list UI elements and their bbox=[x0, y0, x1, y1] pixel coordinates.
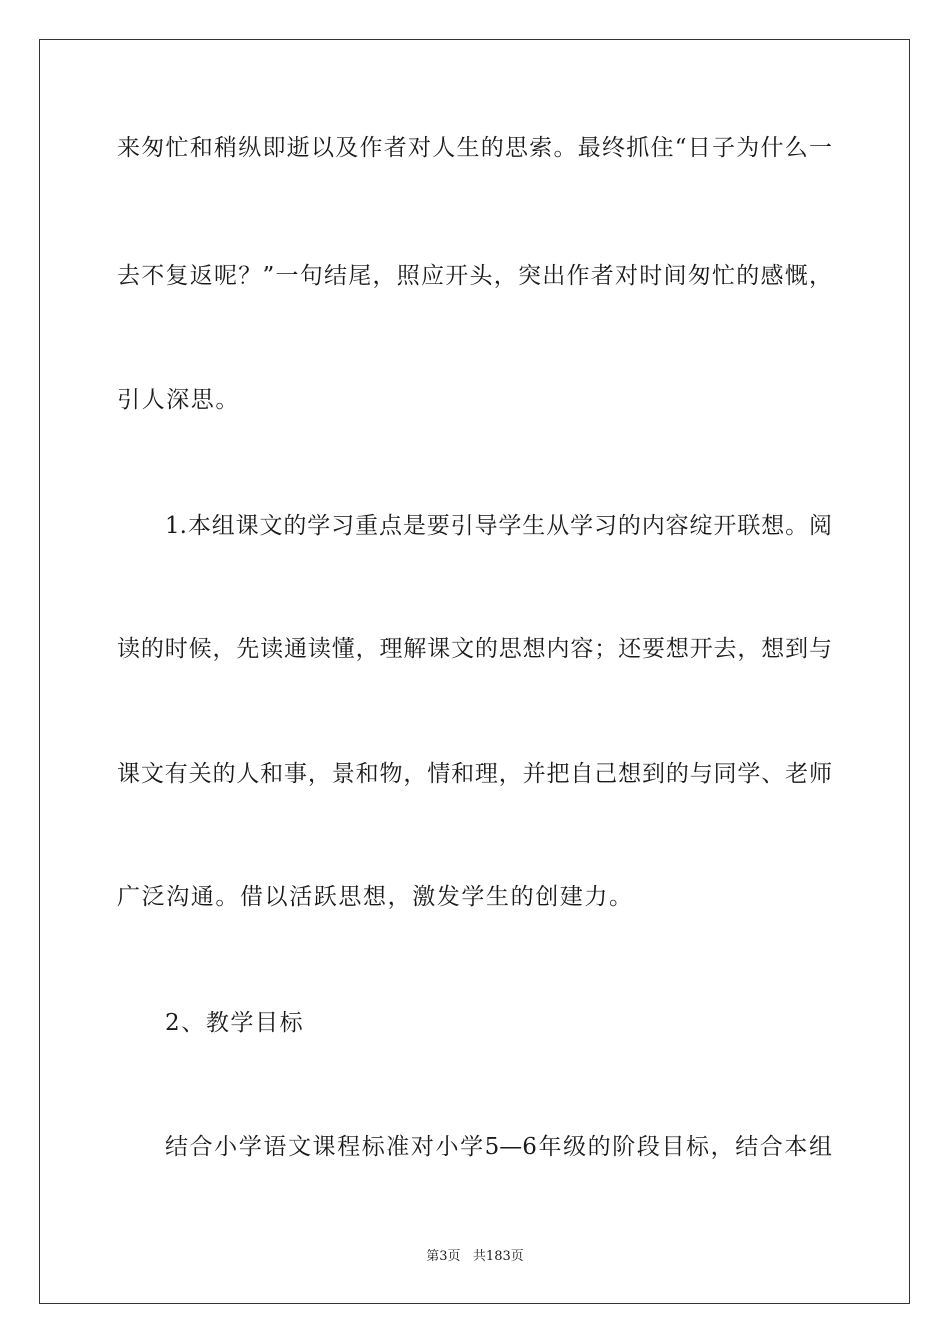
body-text-line: 1.本组课文的学习重点是要引导学生从学习的内容绽开联想。阅 bbox=[165, 513, 832, 539]
body-text-line: 结合小学语文课程标准对小学5—6年级的阶段目标，结合本组 bbox=[165, 1134, 832, 1160]
body-text-line: 引人深思。 bbox=[117, 387, 240, 413]
total-pages: 共183页 bbox=[472, 1249, 524, 1264]
page-number: 第3页 bbox=[426, 1249, 461, 1264]
body-text-line: 课文有关的人和事，景和物，情和理，并把自己想到的与同学、老师 bbox=[117, 761, 832, 787]
body-text-line: 来匆忙和稍纵即逝以及作者对人生的思索。最终抓住“日子为什么一 bbox=[117, 135, 832, 161]
body-text-line: 去不复返呢？”一句结尾，照应开头，突出作者对时间匆忙的感慨， bbox=[117, 263, 832, 289]
body-text-line: 读的时候，先读通读懂，理解课文的思想内容；还要想开去，想到与 bbox=[117, 636, 832, 662]
section-heading: 2、教学目标 bbox=[165, 1010, 305, 1036]
body-text-line: 广泛沟通。借以活跃思想，激发学生的创建力。 bbox=[117, 884, 634, 910]
page-footer bbox=[0, 1249, 950, 1265]
page-border bbox=[39, 39, 910, 1304]
